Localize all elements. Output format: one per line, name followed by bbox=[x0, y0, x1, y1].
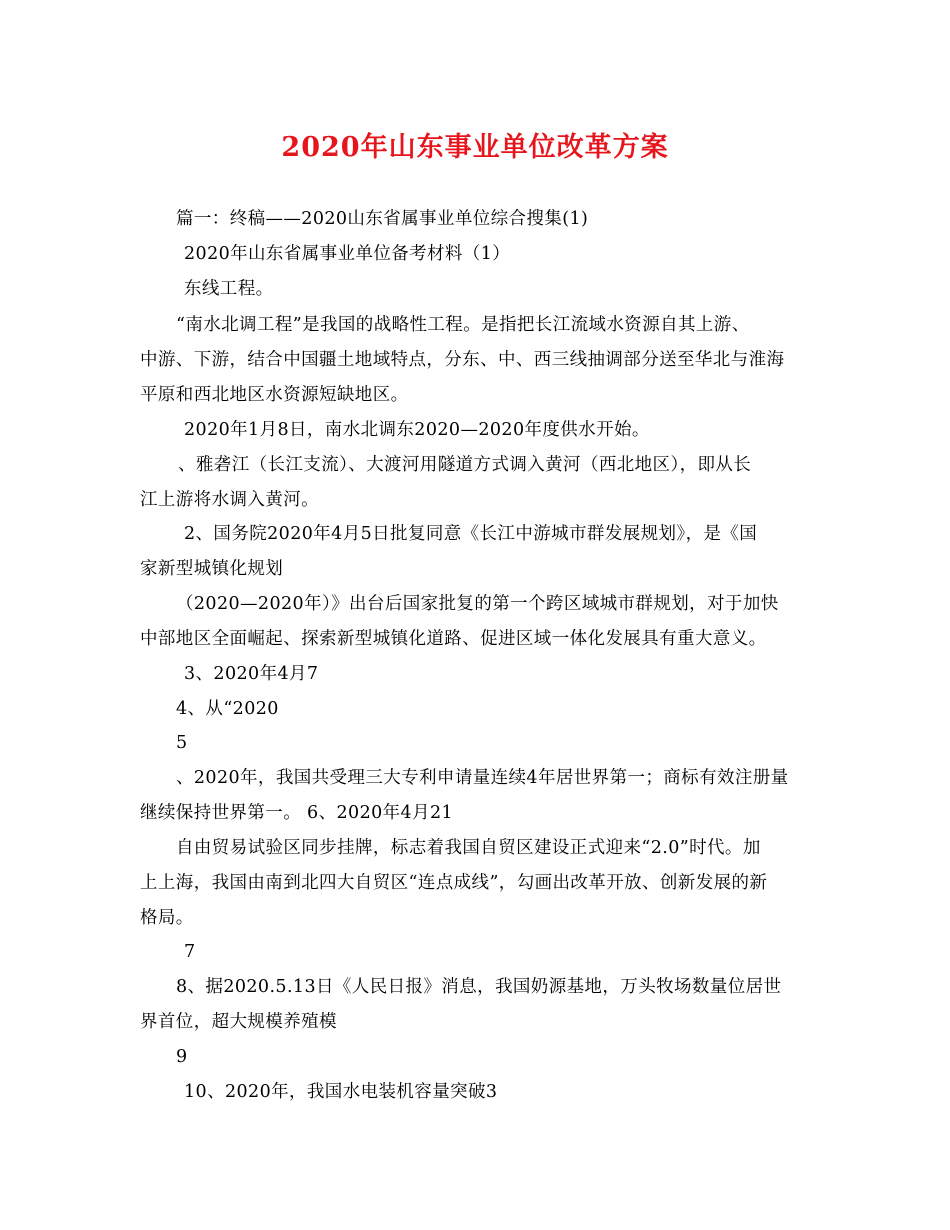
paragraph-line: 7 bbox=[184, 942, 196, 962]
paragraph-line: 2、国务院2020年4月5日批复同意《长江中游城市群发展规划》，是《国 bbox=[184, 524, 758, 544]
paragraph-line: 格局。 bbox=[140, 908, 194, 928]
paragraph-line: 、2020年，我国共受理三大专利申请量连续4年居世界第一；商标有效注册量 bbox=[176, 768, 789, 788]
paragraph-line: 8、据2020.5.13日《人民日报》消息，我国奶源基地，万头牧场数量位居世 bbox=[176, 977, 782, 997]
paragraph-line: 10、2020年，我国水电装机容量突破3 bbox=[184, 1082, 498, 1102]
document-title: 2020年山东事业单位改革方案 bbox=[281, 132, 669, 163]
paragraph-line: 4、从“2020 bbox=[176, 699, 279, 719]
paragraph-line: 9 bbox=[176, 1047, 188, 1067]
paragraph-line: 上上海，我国由南到北四大自贸区“连点成线”，勾画出改革开放、创新发展的新 bbox=[140, 873, 768, 893]
paragraph-line: 家新型城镇化规划 bbox=[140, 559, 284, 579]
paragraph-line: “南水北调工程”是我国的战略性工程。是指把长江流域水资源自其上游、 bbox=[176, 315, 750, 335]
paragraph-line: 篇一：终稿——2020山东省属事业单位综合搜集(1) bbox=[176, 209, 589, 229]
paragraph-line: 江上游将水调入黄河。 bbox=[140, 490, 319, 510]
paragraph-line: 3、2020年4月7 bbox=[184, 664, 319, 684]
paragraph-line: 5 bbox=[176, 733, 188, 753]
paragraph-line: 自由贸易试验区同步挂牌，标志着我国自贸区建设正式迎来“2.0”时代。加 bbox=[176, 838, 761, 858]
paragraph-line: 东线工程。 bbox=[184, 279, 274, 299]
paragraph-line: 、雅砻江（长江支流）、大渡河用隧道方式调入黄河（西北地区），即从长 bbox=[178, 455, 752, 475]
paragraph-line: 2020年山东省属事业单位备考材料（1） bbox=[184, 244, 511, 264]
paragraph-line: 继续保持世界第一。 6、2020年4月21 bbox=[140, 803, 454, 823]
paragraph-line: 2020年1月8日，南水北调东2020—2020年度供水开始。 bbox=[184, 420, 650, 440]
paragraph-line: 平原和西北地区水资源短缺地区。 bbox=[140, 385, 409, 405]
paragraph-line: 中游、下游，结合中国疆土地域特点，分东、中、西三线抽调部分送至华北与淮海 bbox=[140, 350, 785, 370]
paragraph-line: 界首位，超大规模养殖模 bbox=[140, 1012, 337, 1032]
paragraph-line: （2020—2020年）》出台后国家批复的第一个跨区域城市群规划，对于加快 bbox=[176, 594, 779, 614]
paragraph-line: 中部地区全面崛起、探索新型城镇化道路、促进区域一体化发展具有重大意义。 bbox=[140, 629, 767, 649]
